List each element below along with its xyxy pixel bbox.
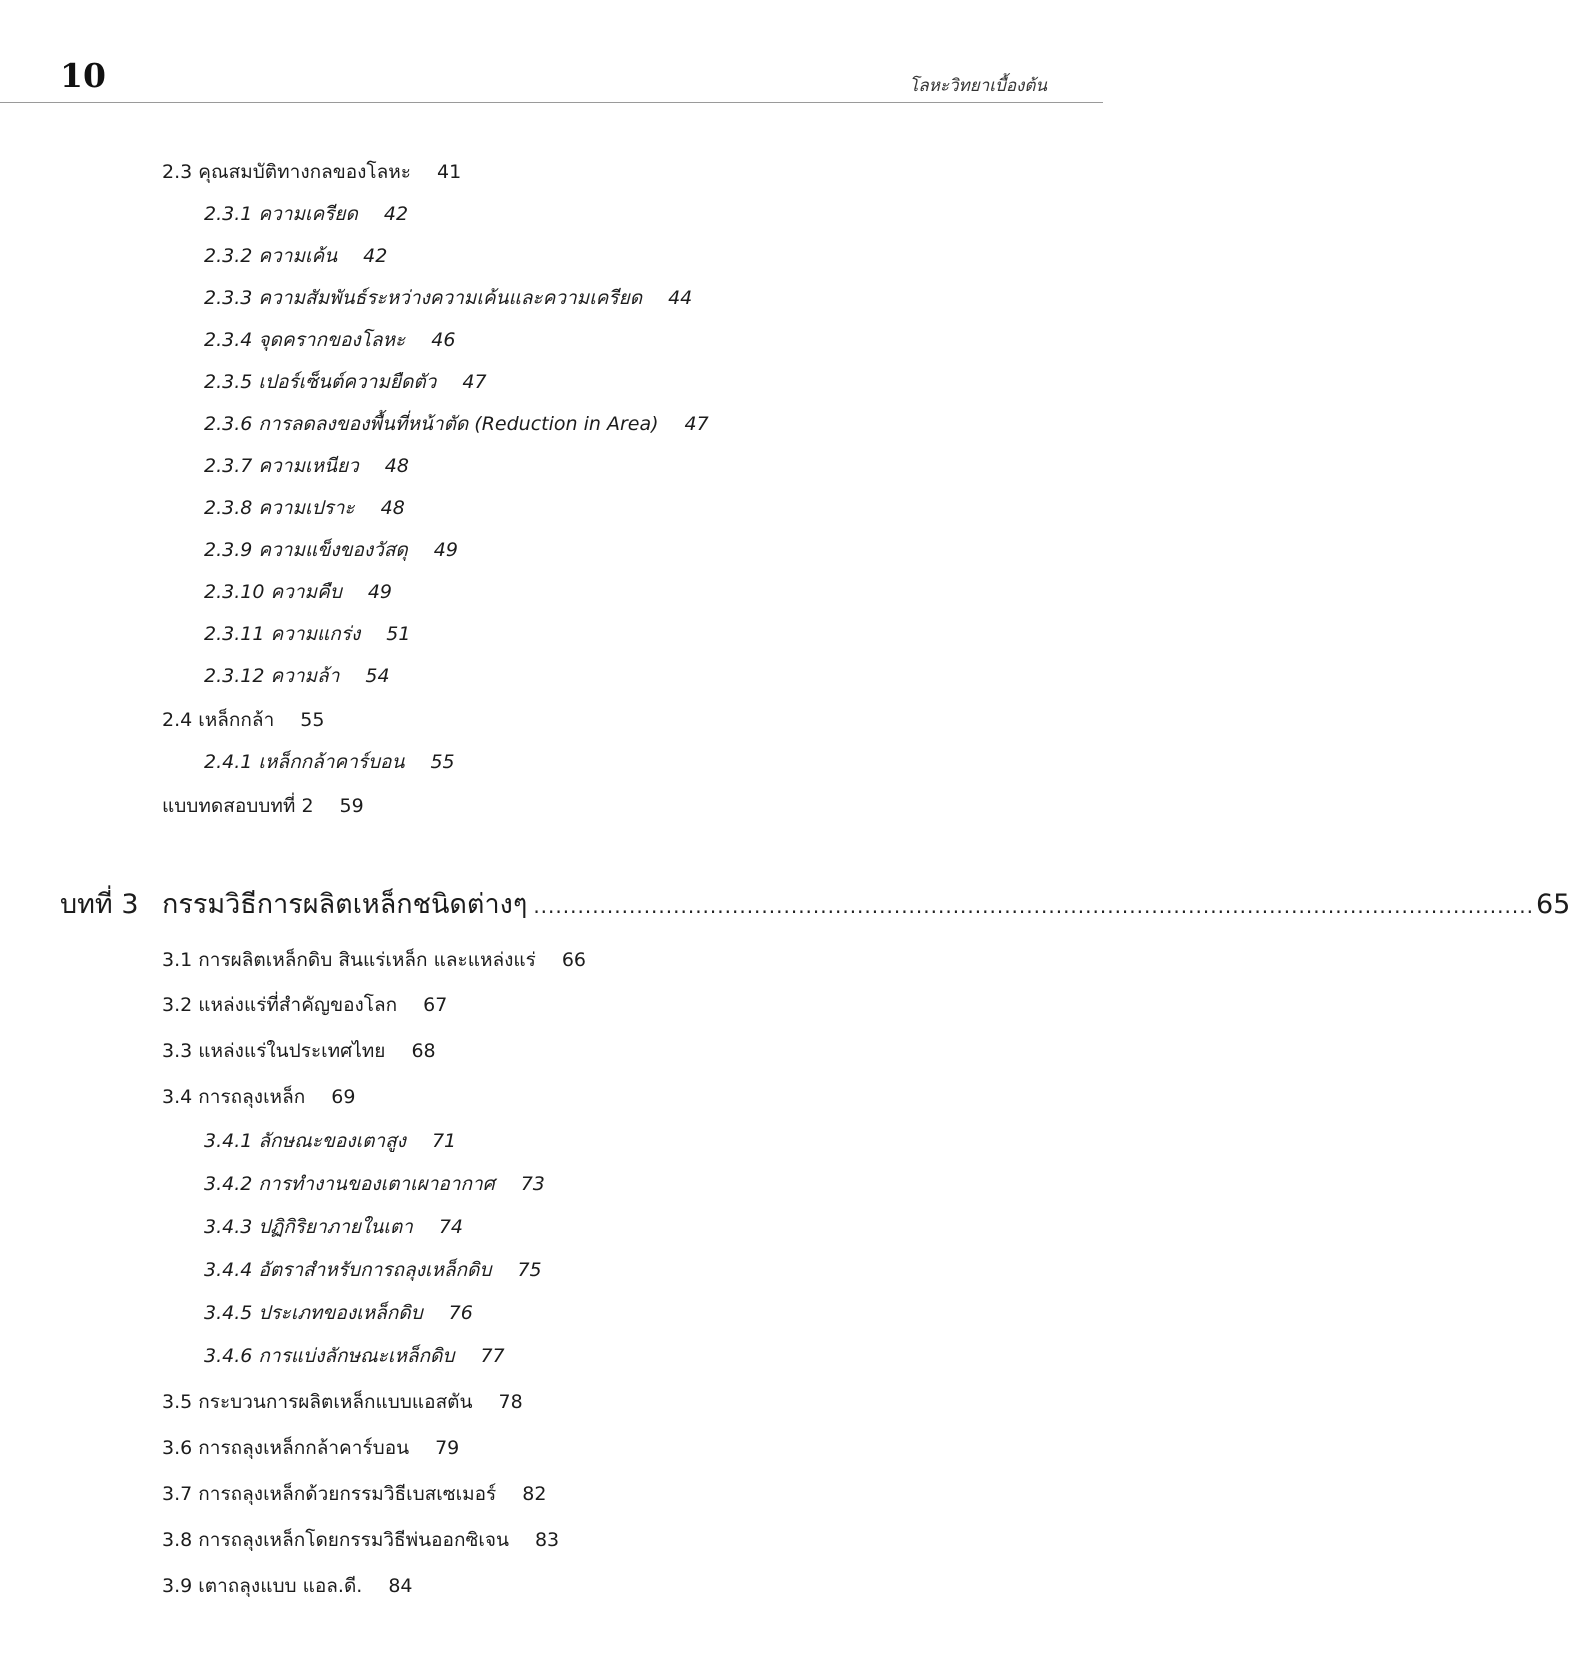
toc-entry xyxy=(204,1301,473,1325)
entry-number: 2.3.5 xyxy=(204,371,253,393)
toc-entry xyxy=(204,1129,456,1153)
entry-page: 42 xyxy=(363,245,388,267)
entry-title: การถลุงเหล็กโดยกรรมวิธีพ่นออกซิเจน xyxy=(198,1529,509,1551)
entry-number: 3.6 xyxy=(162,1437,193,1459)
entry-page: 49 xyxy=(433,539,458,561)
entry-page: 55 xyxy=(300,709,325,731)
toc-entry xyxy=(162,1482,546,1506)
entry-page: 66 xyxy=(561,949,587,971)
toc-entry xyxy=(204,244,387,268)
entry-number: 3.4.2 xyxy=(204,1173,253,1195)
toc-entry xyxy=(162,1574,413,1598)
toc-entry xyxy=(204,664,390,688)
toc-entry xyxy=(162,708,324,732)
entry-number: 2.4.1 xyxy=(204,751,253,773)
entry-page: 54 xyxy=(365,665,390,687)
toc-entry xyxy=(162,1528,559,1552)
toc-entry xyxy=(204,622,410,646)
entry-number: 2.3.3 xyxy=(204,287,253,309)
entry-number: 3.5 xyxy=(162,1391,193,1413)
entry-title: แหล่งแร่ที่สำคัญของโลก xyxy=(198,994,398,1016)
toc-entry xyxy=(162,948,586,972)
toc-entry xyxy=(204,538,458,562)
entry-page: 74 xyxy=(438,1216,464,1238)
entry-number: 3.4.4 xyxy=(204,1259,253,1281)
toc-entry xyxy=(204,1258,542,1282)
entry-title: ความเครียด xyxy=(258,203,358,225)
entry-number: 3.9 xyxy=(162,1575,193,1597)
entry-title: การถลุงเหล็กกล้าคาร์บอน xyxy=(198,1437,410,1459)
toc-entry xyxy=(204,1172,545,1196)
entry-page: 47 xyxy=(462,371,487,393)
entry-title: ความแกร่ง xyxy=(270,623,361,645)
entry-page: 79 xyxy=(435,1437,460,1459)
entry-number: 2.3.6 xyxy=(204,413,253,435)
toc-entry xyxy=(204,750,455,774)
entry-number: 3.4.3 xyxy=(204,1216,253,1238)
entry-title: เตาถลุงแบบ แอล.ดี. xyxy=(198,1575,363,1597)
toc-entry xyxy=(162,1085,355,1109)
entry-title: ประเภทของเหล็กดิบ xyxy=(258,1302,423,1324)
toc-entry xyxy=(204,370,487,394)
entry-number: 2.3.4 xyxy=(204,329,253,351)
toc-entry xyxy=(162,1436,459,1460)
toc-entry xyxy=(162,1390,523,1414)
toc-entry xyxy=(204,454,409,478)
toc-entry xyxy=(204,580,392,604)
entry-title: การลดลงของพื้นที่หน้าตัด (Reduction in Area) xyxy=(258,413,659,435)
entry-number: 3.4.1 xyxy=(204,1130,253,1152)
entry-title: การผลิตเหล็กดิบ สินแร่เหล็ก และแหล่งแร่ xyxy=(198,949,536,971)
entry-title: ลักษณะของเตาสูง xyxy=(258,1130,406,1152)
entry-title: เหล็กกล้าคาร์บอน xyxy=(258,751,405,773)
chapter-page: 65 xyxy=(1535,889,1570,920)
entry-title: การทำงานของเตาเผาอากาศ xyxy=(258,1173,495,1195)
chapter-heading xyxy=(60,888,1570,923)
entry-title: คุณสมบัติทางกลของโลหะ xyxy=(198,161,411,183)
entry-number: 2.3.12 xyxy=(204,665,265,687)
toc-entry xyxy=(204,1344,505,1368)
running-header: โลหะวิทยาเบื้องต้น xyxy=(909,76,1047,96)
entry-page: 49 xyxy=(367,581,393,603)
toc-entry xyxy=(204,202,408,226)
toc-entry xyxy=(204,328,455,352)
entry-page: 75 xyxy=(517,1259,542,1281)
toc-entry xyxy=(162,1039,436,1063)
entry-number: 3.2 xyxy=(162,994,193,1016)
entry-page: 82 xyxy=(522,1483,547,1505)
entry-title: กระบวนการผลิตเหล็กแบบแอสตัน xyxy=(198,1391,473,1413)
entry-number: 2.3.2 xyxy=(204,245,253,267)
entry-page: 73 xyxy=(520,1173,545,1195)
entry-page: 78 xyxy=(498,1391,523,1413)
entry-page: 47 xyxy=(684,413,709,435)
entry-page: 51 xyxy=(386,623,411,645)
toc-entry xyxy=(204,286,692,310)
entry-title: ความเหนียว xyxy=(258,455,359,477)
entry-page: 48 xyxy=(384,455,409,477)
entry-number: 2.3.8 xyxy=(204,497,253,519)
entry-title: ความแข็งของวัสดุ xyxy=(258,539,408,561)
toc-entry xyxy=(204,1215,463,1239)
entry-page: 55 xyxy=(430,751,455,773)
entry-page: 69 xyxy=(331,1086,356,1108)
entry-number: 3.4.6 xyxy=(204,1345,253,1367)
entry-title: การถลุงเหล็ก xyxy=(198,1086,306,1108)
entry-title: ความเค้น xyxy=(258,245,338,267)
entry-title: จุดครากของโลหะ xyxy=(258,329,406,351)
toc-entry xyxy=(204,496,405,520)
entry-number: 3.8 xyxy=(162,1529,193,1551)
header-rule xyxy=(0,102,1103,103)
entry-page: 83 xyxy=(534,1529,560,1551)
entry-page: 41 xyxy=(437,161,462,183)
chapter-title: กรรมวิธีการผลิตเหล็กชนิดต่างๆ xyxy=(162,889,528,920)
entry-number: 2.3.1 xyxy=(204,203,253,225)
entry-page: 84 xyxy=(388,1575,413,1597)
entry-title: แบบทดสอบบทที่ 2 xyxy=(162,795,314,817)
dot-leader: ........................................................................................................................................ xyxy=(533,894,1534,918)
entry-page: 44 xyxy=(668,287,693,309)
entry-number: 3.7 xyxy=(162,1483,193,1505)
entry-title: การถลุงเหล็กด้วยกรรมวิธีเบสเซเมอร์ xyxy=(198,1483,497,1505)
entry-number: 3.4 xyxy=(162,1086,193,1108)
toc-entry xyxy=(162,160,461,184)
entry-number: 2.3.10 xyxy=(204,581,265,603)
entry-title: ปฏิกิริยาภายในเตา xyxy=(258,1216,413,1238)
entry-page: 77 xyxy=(480,1345,505,1367)
entry-title: ความสัมพันธ์ระหว่างความเค้นและความเครียด xyxy=(258,287,643,309)
entry-page: 71 xyxy=(431,1130,457,1152)
entry-title: เหล็กกล้า xyxy=(198,709,275,731)
entry-page: 67 xyxy=(423,994,448,1016)
entry-title: อัตราสำหรับการถลุงเหล็กดิบ xyxy=(258,1259,492,1281)
entry-page: 48 xyxy=(380,497,405,519)
entry-number: 2.3.7 xyxy=(204,455,253,477)
entry-number: 3.1 xyxy=(162,949,193,971)
page-number: 10 xyxy=(60,56,106,95)
entry-title: ความเปราะ xyxy=(258,497,355,519)
toc-entry xyxy=(162,993,447,1017)
entry-title: แหล่งแร่ในประเทศไทย xyxy=(198,1040,386,1062)
entry-page: 76 xyxy=(448,1302,473,1324)
entry-number: 2.3.9 xyxy=(204,539,253,561)
entry-page: 59 xyxy=(339,795,364,817)
entry-page: 42 xyxy=(383,203,409,225)
entry-number: 3.3 xyxy=(162,1040,193,1062)
entry-number: 3.4.5 xyxy=(204,1302,253,1324)
entry-title: ความล้า xyxy=(270,665,340,687)
entry-page: 68 xyxy=(411,1040,436,1062)
toc-entry xyxy=(162,794,364,818)
entry-number: 2.3 xyxy=(162,161,193,183)
toc-entry xyxy=(204,412,709,436)
entry-title: การแบ่งลักษณะเหล็กดิบ xyxy=(258,1345,455,1367)
entry-title: เปอร์เซ็นต์ความยืดตัว xyxy=(258,371,437,393)
chapter-label: บทที่ 3 xyxy=(60,889,139,920)
entry-title: ความคืบ xyxy=(270,581,342,603)
entry-number: 2.3.11 xyxy=(204,623,265,645)
entry-page: 46 xyxy=(431,329,456,351)
entry-number: 2.4 xyxy=(162,709,193,731)
